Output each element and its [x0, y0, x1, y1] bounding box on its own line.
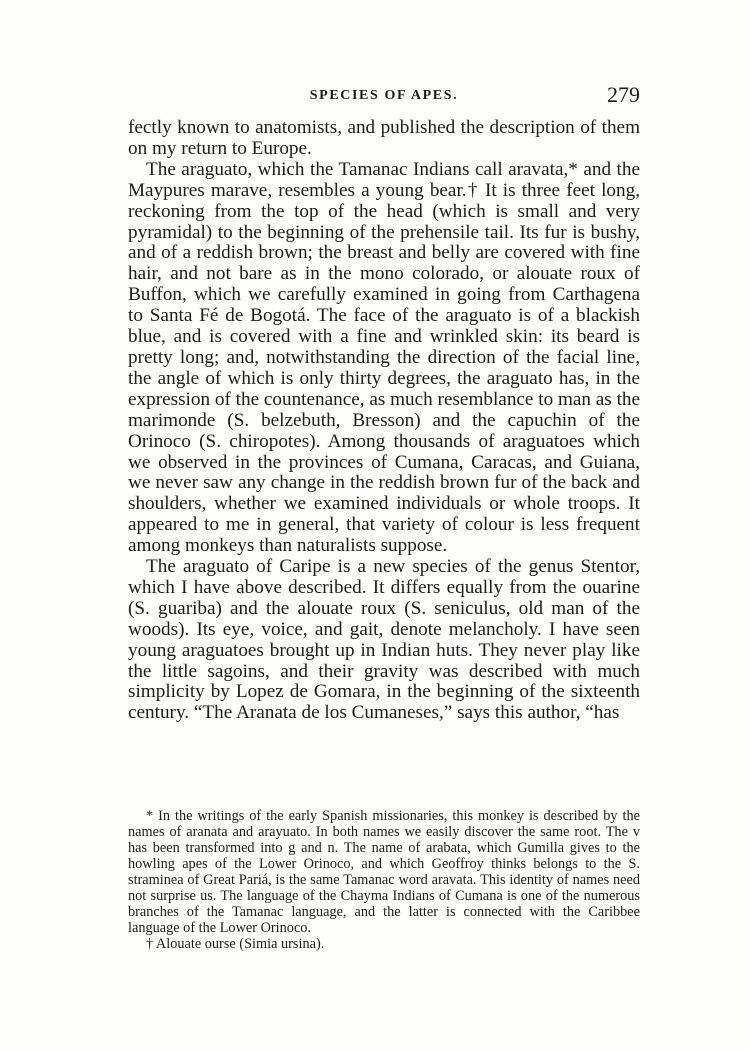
paragraph-continuation: fectly known to anatomists, and published the description of them on my return to Europe. — [128, 117, 640, 159]
footnotes — [128, 808, 640, 952]
running-head — [128, 84, 640, 114]
body-text — [128, 118, 640, 724]
running-title: SPECIES OF APES. — [309, 88, 459, 103]
paragraph-araguato-of-caripe: The araguato of Caripe is a new species of the genus Stentor, which I have above described. It differs equally from the ouarine (S. guariba) and the alouate roux (S. seniculus, old man of the woods). Its eye, voice, and gait, denote melancholy. I have seen young araguatoes brought up in Indian huts. They never play like the little sagoins, and their gravity was described with much simplicity by Lopez de Gomara, in the beginning of the sixteenth century. “The Aranata de los Cumaneses,” says this author, “has — [128, 556, 640, 724]
page-number: 279 — [607, 82, 640, 107]
paragraph-araguato-description: The araguato, which the Tamanac Indians call aravata,* and the Maypures marave, resembles a young bear.† It is three feet long, reckoning from the top of the head (which is small and very pyramidal) to the beginning of the prehensile tail. Its fur is bushy, and of a reddish brown; the breast and belly are covered with fine hair, and not bare as in the mono colorado, or alouate roux of Buffon, which we carefully examined in going from Carthagena to Santa Fé de Bogotá. The face of the araguato is of a blackish blue, and is covered with a fine and wrinkled skin: its beard is pretty long; and, notwithstanding the direction of the facial line, the angle of which is only thirty degrees, the araguato has, in the expression of the countenance, as much resemblance to man as the marimonde (S. belzebuth, Bresson) and the capuchin of the Orinoco (S. chiropotes). Among thousands of araguatoes which we observed in the provinces of Cumana, Caracas, and Guiana, we never saw any change in the reddish brown fur of the back and shoulders, whether we examined individuals or whole troops. It appeared to me in general, that variety of colour is less frequent among monkeys than naturalists suppose. — [128, 158, 641, 557]
footnote-dagger: † Alouate ourse (Simia ursina). — [146, 936, 325, 952]
footnote-asterisk: * In the writings of the early Spanish missionaries, this monkey is described by the names of aranata and arayuato. In both names we easily discover the same root. The v has been transformed into g and n. The name of arabata, which Gumilla gives to the howling apes of the Lower Orinoco, and which Geoffroy thinks belongs to the S. straminea of Great Pariá, is the same Tamanac word aravata. This identity of names need not surprise us. The language of the Chayma Indians of Cumana is one of the numerous branches of the Tamanac language, and the latter is connected with the Caribbee language of the Lower Orinoco. — [128, 808, 640, 936]
